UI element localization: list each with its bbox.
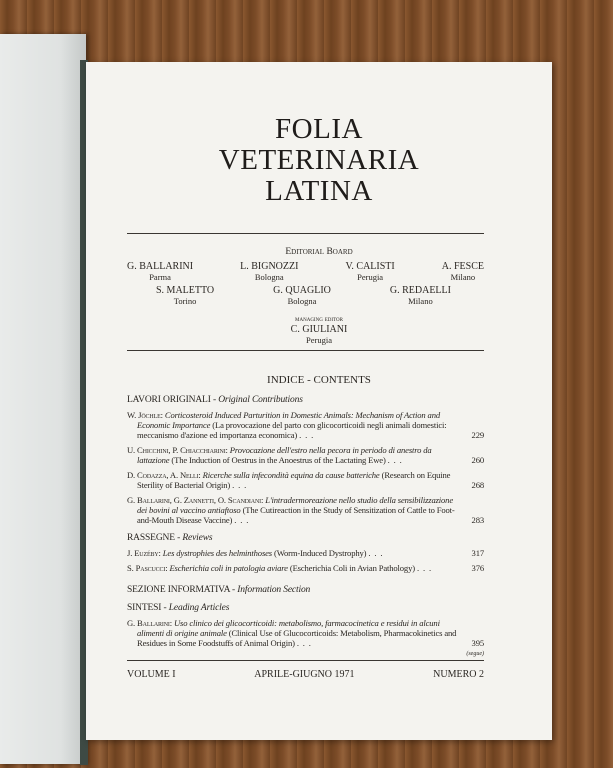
toc-entry [127, 445, 484, 465]
entry-title: L'intradermoreazione nello studio della sensibilizzazione dei bovini al vaccino antiaftoso [137, 495, 453, 515]
toc-entry [127, 410, 484, 440]
footer [127, 669, 484, 681]
dot-leader: . . . [368, 548, 383, 558]
divider [127, 660, 484, 661]
board-member [442, 262, 484, 282]
dot-leader: . . . [416, 563, 431, 573]
dot-leader: . . . [232, 480, 247, 490]
entry-page: 376 [471, 563, 484, 573]
toc-entry [127, 470, 484, 490]
section-subtitle: Information Section [237, 585, 311, 595]
board-member [273, 286, 331, 306]
entry-authors: G. Ballarini: [127, 618, 172, 628]
journal-title [86, 114, 552, 207]
board-member [240, 262, 298, 282]
section-heading: LAVORI ORIGINALI - Original Contributions [127, 395, 303, 405]
entry-title: Corticosteroid Induced Parturition in Domestic Animals: Mechanism of Action and Economic Importance [137, 410, 440, 430]
entry-page: 260 [471, 455, 484, 465]
member-city: Torino [173, 296, 197, 306]
member-name: A. FESCE [441, 261, 484, 272]
title-line: LATINA [265, 175, 373, 207]
entry-authors: G. Ballarini, G. Zannetti, O. Scandiani: [127, 495, 264, 505]
member-city: Perugia [306, 335, 332, 345]
dot-leader: . . . [296, 638, 311, 648]
toc-entry [127, 563, 484, 573]
section-subtitle: Reviews [182, 533, 213, 543]
issue-date: APRILE-GIUGNO 1971 [254, 669, 355, 680]
title-line: VETERINARIA [218, 144, 420, 176]
entry-page: 317 [471, 548, 484, 558]
volume-label: VOLUME I [127, 669, 176, 680]
entry-page: 268 [471, 480, 484, 490]
divider [127, 233, 484, 234]
entry-title: Escherichia coli in patologia aviare [169, 563, 288, 573]
toc-entry [127, 548, 484, 558]
continued-note: (segue) [466, 651, 484, 657]
entry-translation: (Escherichia Coli in Avian Pathology) [289, 563, 415, 573]
member-name: G. QUAGLIO [273, 285, 331, 296]
entry-title: Provocazione dell'estro nella pecora in periodo di anestro da lattazione [137, 445, 432, 465]
divider [127, 350, 484, 351]
dot-leader: . . . [299, 430, 314, 440]
section-subtitle: Original Contributions [218, 395, 303, 405]
toc-entry [127, 618, 484, 648]
member-city: Bologna [254, 272, 284, 282]
member-name: G. REDAELLI [389, 285, 451, 296]
entry-translation: (La provocazione del parto con glicocorticoidi negli animali domestici: meccanismo d'azione ed importanza economica) [137, 420, 447, 440]
section-title: SEZIONE INFORMATIVA [127, 585, 230, 595]
entry-page: 283 [471, 515, 484, 525]
managing-editor [86, 325, 552, 345]
title-line: FOLIA [275, 113, 363, 145]
member-city: Parma [149, 272, 171, 282]
dot-leader: . . . [234, 515, 249, 525]
left-blank-page [0, 34, 86, 764]
section-heading: SINTESI - Leading Articles [127, 603, 230, 613]
board-member [345, 262, 394, 282]
section-heading: SEZIONE INFORMATIVA - Information Section [127, 585, 311, 595]
entry-translation: (Research on Equine Sterility of Bacterial Origin) [137, 470, 451, 490]
member-name: S. MALETTO [156, 285, 215, 296]
entry-page: 229 [471, 430, 484, 440]
editorial-board-row [156, 286, 451, 306]
toc-entry [127, 495, 484, 525]
entry-title: Ricerche sulla infecondità equina da cause batteriche [202, 470, 380, 480]
entry-authors: D. Codazza, A. Nelli: [127, 470, 201, 480]
issue-number: NUMERO 2 [433, 669, 484, 680]
entry-translation: (Clinical Use of Glucocorticoids: Metabolism, Pharmacokinetics and Residues in Some Foodstuffs of Animal Origin) [137, 628, 457, 648]
member-name: G. BALLARINI [127, 261, 194, 272]
entry-authors: U. Chicchini, P. Chiacchiarini: [127, 445, 228, 455]
table-of-contents [127, 395, 484, 648]
section-title: RASSEGNE [127, 533, 175, 543]
member-name: C. GIULIANI [290, 324, 348, 335]
member-name: L. BIGNOZZI [240, 261, 299, 272]
board-member [390, 286, 451, 306]
member-city: Milano [408, 296, 433, 306]
dot-leader: . . . [387, 455, 402, 465]
entry-authors: W. Jöchle: [127, 410, 163, 420]
entry-authors: S. Pascucci: [127, 563, 168, 573]
member-name: V. CALISTI [345, 261, 395, 272]
member-city: Bologna [287, 296, 317, 306]
entry-title: Les dystrophies des helminthoses [162, 548, 272, 558]
contents-and-footer [127, 387, 484, 681]
entry-translation: (The Induction of Oestrus in the Anoestrus of the Lactating Ewe) [171, 455, 386, 465]
entry-page: 395 [471, 638, 484, 648]
entry-title: Uso clinico dei glicocorticoidi: metabolismo, farmacocinetica e residui in alcuni alimenti di origine animale [137, 618, 440, 638]
member-city: Perugia [357, 272, 384, 282]
section-title: SINTESI [127, 603, 162, 613]
section-heading: RASSEGNE - Reviews [127, 533, 213, 543]
board-member [156, 286, 214, 306]
editorial-board-heading: Editorial Board [285, 247, 353, 257]
contents-heading: INDICE - CONTENTS [267, 374, 371, 386]
entry-translation: (Worm-Induced Dystrophy) [274, 548, 367, 558]
section-subtitle: Leading Articles [168, 603, 230, 613]
journal-page [86, 62, 552, 740]
entry-authors: J. Euzéby: [127, 548, 161, 558]
member-city: Milano [450, 272, 476, 282]
editorial-board-row [127, 262, 484, 282]
section-title: LAVORI ORIGINALI [127, 395, 211, 405]
entry-translation: (The Cutireaction in the Study of Sensitization of Cattle to Foot-and-Mouth Disease Vaccine) [137, 505, 455, 525]
managing-editor-label: managing editor [295, 314, 343, 323]
board-member [127, 262, 193, 282]
